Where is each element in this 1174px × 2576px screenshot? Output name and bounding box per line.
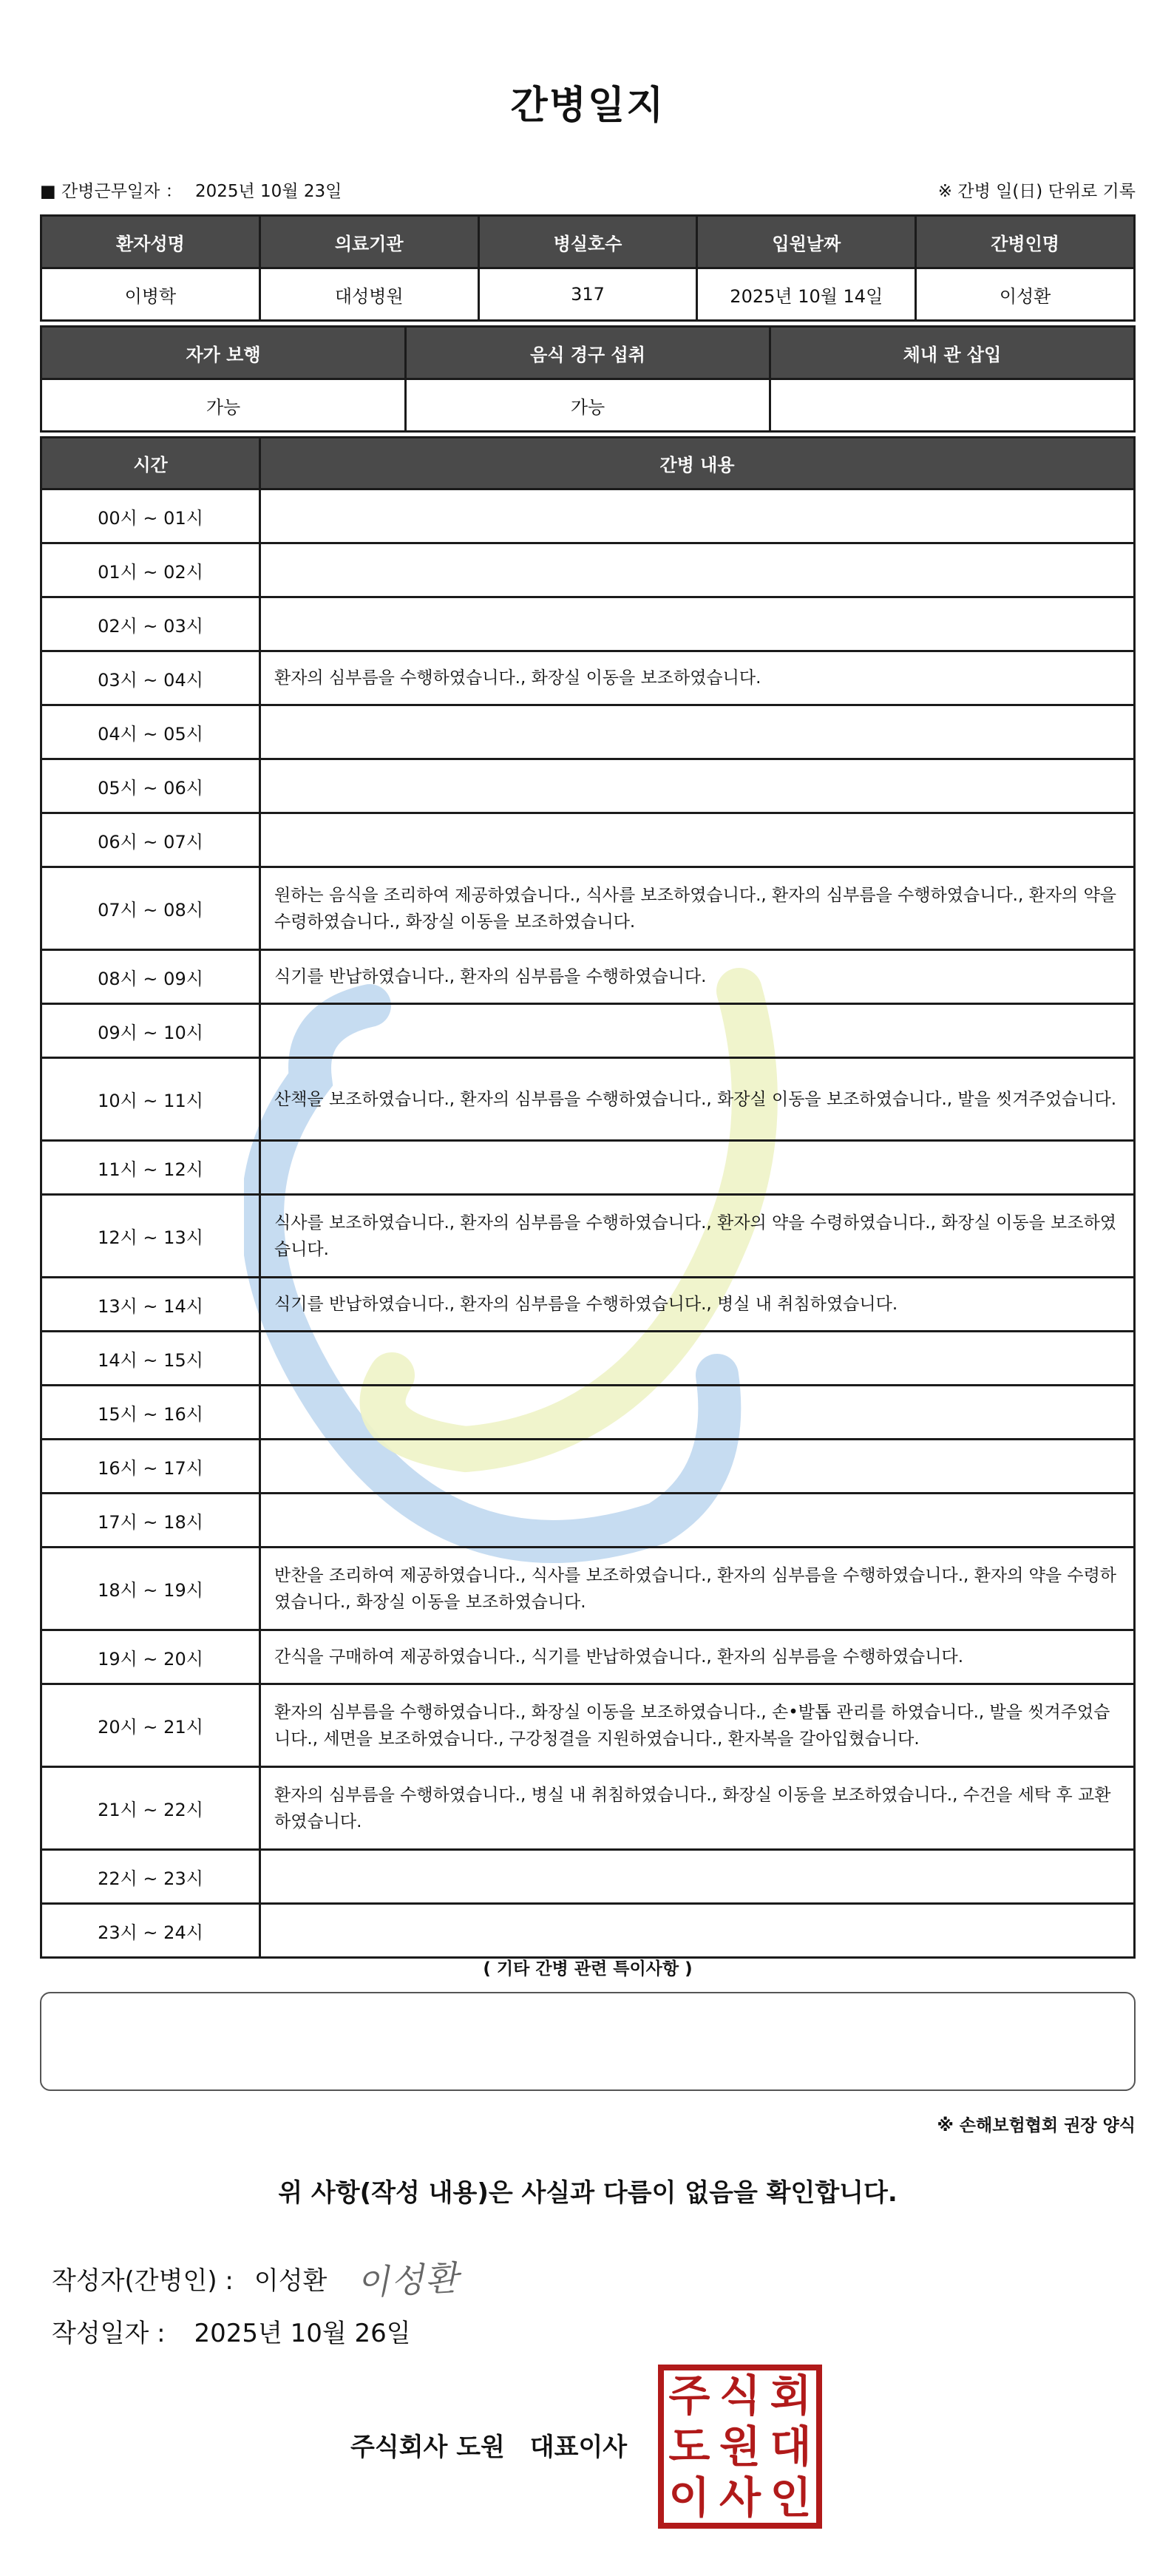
care-log-row — [41, 597, 1135, 651]
work-date — [40, 177, 349, 202]
company-line — [350, 2427, 627, 2463]
seal-glyph: 원 — [719, 2421, 761, 2472]
care-log-content: 산책을 보조하였습니다., 환자의 심부름을 수행하였습니다., 화장실 이동을 보조하였습니다., 발을 씻겨주었습니다. — [260, 1058, 1135, 1141]
care-log-content: 환자의 심부름을 수행하였습니다., 화장실 이동을 보조하였습니다., 손•발톱 관리를 하였습니다., 발을 씻겨주었습니다., 세면을 보조하였습니다., 구강청결을 지원하였습니다., 환자복을 갈아입혔습니다. — [260, 1684, 1135, 1767]
care-log-header-time: 시간 — [41, 438, 260, 489]
written-date-label: 작성일자 : — [52, 2319, 166, 2348]
care-log-content: 식기를 반납하였습니다., 환자의 심부름을 수행하였습니다. — [260, 950, 1135, 1004]
company-seal-stamp — [658, 2365, 822, 2529]
care-log-time: 13시 ~ 14시 — [41, 1278, 260, 1332]
seal-glyph: 회 — [770, 2370, 812, 2421]
author-line — [52, 2254, 460, 2302]
notes-box — [40, 1992, 1136, 2091]
patient-info-value: 대성병원 — [259, 268, 478, 321]
care-log-time: 23시 ~ 24시 — [41, 1904, 260, 1958]
patient-info-value: 이병학 — [41, 268, 260, 321]
seal-glyph: 주 — [668, 2370, 710, 2421]
care-log-row — [41, 1386, 1135, 1440]
care-log-row — [41, 1141, 1135, 1195]
page-title: 간병일지 — [510, 84, 665, 128]
care-log-content — [260, 1004, 1135, 1058]
care-log-time: 11시 ~ 12시 — [41, 1141, 260, 1195]
seal-glyph: 이 — [668, 2472, 710, 2523]
patient-info-header: 간병인명 — [916, 216, 1135, 268]
care-log-content: 반찬을 조리하여 제공하였습니다., 식사를 보조하였습니다., 환자의 심부름을 수행하였습니다., 환자의 약을 수령하였습니다., 화장실 이동을 보조하였습니다. — [260, 1548, 1135, 1630]
care-log-row — [41, 1004, 1135, 1058]
care-log-row — [41, 1767, 1135, 1850]
care-log-content: 식사를 보조하였습니다., 환자의 심부름을 수행하였습니다., 환자의 약을 수령하였습니다., 화장실 이동을 보조하였습니다. — [260, 1195, 1135, 1278]
care-log-content — [260, 1494, 1135, 1548]
care-log-content — [260, 1440, 1135, 1494]
seal-glyph: 도 — [668, 2421, 710, 2472]
form-note: ※ 손해보험협회 권장 양식 — [937, 2116, 1136, 2135]
care-log-time: 08시 ~ 09시 — [41, 950, 260, 1004]
status-header: 체내 관 삽입 — [770, 327, 1135, 379]
care-log-content — [260, 705, 1135, 759]
patient-info-header: 병실호수 — [478, 216, 697, 268]
care-log-row — [41, 1850, 1135, 1904]
patient-info-header: 환자성명 — [41, 216, 260, 268]
care-log-time: 19시 ~ 20시 — [41, 1630, 260, 1684]
care-log-content: 환자의 심부름을 수행하였습니다., 화장실 이동을 보조하였습니다. — [260, 651, 1135, 705]
care-log-time: 12시 ~ 13시 — [41, 1195, 260, 1278]
status-value — [770, 379, 1135, 432]
care-log-row — [41, 1278, 1135, 1332]
care-log-content — [260, 759, 1135, 813]
written-date-value: 2025년 10월 26일 — [194, 2319, 411, 2348]
care-log-row — [41, 867, 1135, 950]
status-value-row — [41, 379, 1135, 432]
meta-row — [40, 174, 1136, 204]
status-header-row — [41, 327, 1135, 379]
care-log-row — [41, 1332, 1135, 1386]
care-log-content — [260, 1904, 1135, 1958]
care-log-header-row — [41, 438, 1135, 489]
care-log-row — [41, 1684, 1135, 1767]
care-log-row — [41, 950, 1135, 1004]
status-value: 가능 — [41, 379, 406, 432]
author-name: 이성환 — [254, 2265, 328, 2296]
status-header: 자가 보행 — [41, 327, 406, 379]
care-log-time: 00시 ~ 01시 — [41, 489, 260, 543]
care-log-row — [41, 813, 1135, 867]
care-log-time: 21시 ~ 22시 — [41, 1767, 260, 1850]
care-log-content — [260, 813, 1135, 867]
seal-glyph: 인 — [770, 2472, 812, 2523]
work-date-value: 2025년 10월 23일 — [194, 181, 342, 201]
patient-info-header-row — [41, 216, 1135, 268]
care-log-content — [260, 543, 1135, 597]
care-log-header-content: 간병 내용 — [260, 438, 1135, 489]
patient-info-table — [40, 214, 1136, 322]
care-log-content — [260, 1332, 1135, 1386]
care-log-row — [41, 651, 1135, 705]
care-log-time: 04시 ~ 05시 — [41, 705, 260, 759]
status-value: 가능 — [406, 379, 770, 432]
care-log-row — [41, 1058, 1135, 1141]
care-log-row — [41, 705, 1135, 759]
care-log-content — [260, 597, 1135, 651]
care-log-time: 10시 ~ 11시 — [41, 1058, 260, 1141]
care-log-row — [41, 1494, 1135, 1548]
care-log-time: 05시 ~ 06시 — [41, 759, 260, 813]
patient-info-value: 2025년 10월 14일 — [697, 268, 916, 321]
care-log-row — [41, 1440, 1135, 1494]
patient-info-header: 입원날짜 — [697, 216, 916, 268]
written-date-line — [52, 2313, 411, 2349]
care-log-row — [41, 1630, 1135, 1684]
company-title: 대표이사 — [529, 2433, 628, 2462]
care-log-time: 17시 ~ 18시 — [41, 1494, 260, 1548]
care-log-row — [41, 489, 1135, 543]
status-table — [40, 325, 1136, 433]
care-log-content: 간식을 구매하여 제공하였습니다., 식기를 반납하였습니다., 환자의 심부름을 수행하였습니다. — [260, 1630, 1135, 1684]
care-log-time: 07시 ~ 08시 — [41, 867, 260, 950]
care-log-time: 16시 ~ 17시 — [41, 1440, 260, 1494]
unit-note: ※ 간병 일(日) 단위로 기록 — [937, 181, 1136, 201]
confirmation-text: 위 사항(작성 내용)은 사실과 다름이 없음을 확인합니다. — [278, 2178, 898, 2208]
care-log-time: 20시 ~ 21시 — [41, 1684, 260, 1767]
care-log-row — [41, 1904, 1135, 1958]
care-log-time: 01시 ~ 02시 — [41, 543, 260, 597]
care-log-content — [260, 1850, 1135, 1904]
care-log-content — [260, 1141, 1135, 1195]
work-date-label: ■ 간병근무일자 ： — [40, 181, 183, 201]
patient-info-value: 317 — [478, 268, 697, 321]
care-log-content: 원하는 음식을 조리하여 제공하였습니다., 식사를 보조하였습니다., 환자의 심부름을 수행하였습니다., 환자의 약을 수령하였습니다., 화장실 이동을 보조하였습니다. — [260, 867, 1135, 950]
status-header: 음식 경구 섭취 — [406, 327, 770, 379]
seal-glyph: 대 — [770, 2421, 812, 2472]
seal-glyph: 사 — [719, 2472, 761, 2523]
care-log-time: 15시 ~ 16시 — [41, 1386, 260, 1440]
patient-info-value-row — [41, 268, 1135, 321]
care-log-time: 06시 ~ 07시 — [41, 813, 260, 867]
care-log-time: 09시 ~ 10시 — [41, 1004, 260, 1058]
care-log-row — [41, 759, 1135, 813]
notes-title: ( 기타 간병 관련 특이사항 ) — [483, 1959, 693, 1979]
care-log-content: 환자의 심부름을 수행하였습니다., 병실 내 취침하였습니다., 화장실 이동을 보조하였습니다., 수건을 세탁 후 교환하였습니다. — [260, 1767, 1135, 1850]
patient-info-header: 의료기관 — [259, 216, 478, 268]
care-log-row — [41, 1548, 1135, 1630]
care-log-content — [260, 1386, 1135, 1440]
care-log-time: 14시 ~ 15시 — [41, 1332, 260, 1386]
seal-glyph: 식 — [719, 2370, 761, 2421]
care-log-row — [41, 1195, 1135, 1278]
care-log-content — [260, 489, 1135, 543]
care-log-time: 18시 ~ 19시 — [41, 1548, 260, 1630]
company-name: 주식회사 도원 — [350, 2433, 505, 2462]
care-log-time: 02시 ~ 03시 — [41, 597, 260, 651]
patient-info-value: 이성환 — [916, 268, 1135, 321]
care-log-table — [40, 436, 1136, 1959]
author-label: 작성자(간병인) : — [52, 2265, 234, 2296]
care-log-row — [41, 543, 1135, 597]
author-signature: 이성환 — [356, 2257, 461, 2303]
care-log-time: 22시 ~ 23시 — [41, 1850, 260, 1904]
care-log-time: 03시 ~ 04시 — [41, 651, 260, 705]
care-log-content: 식기를 반납하였습니다., 환자의 심부름을 수행하였습니다., 병실 내 취침하였습니다. — [260, 1278, 1135, 1332]
